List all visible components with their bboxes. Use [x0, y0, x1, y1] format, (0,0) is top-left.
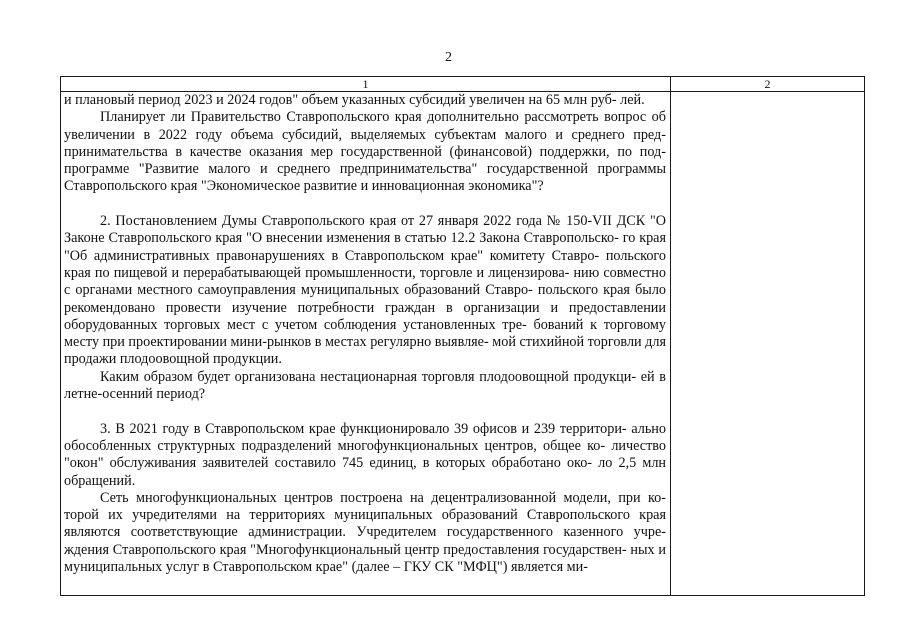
paragraph: Каким образом будет организована нестационарная торговля плодоовощной продукци- ей в летне-осенний период?: [64, 368, 666, 403]
document-table: [60, 76, 865, 596]
paragraph: 3. В 2021 году в Ставропольском крае функционировало 39 офисов и 239 территори- ально обособленных структурных подразделений многофункциональных центров, общее ко- личество "окон" обслуживания заявителей составило 745 единиц, в которых обработано око- ло 2,5 млн обращений.: [64, 420, 666, 489]
page-number: 2: [445, 50, 452, 65]
column-divider: [670, 77, 671, 595]
paragraph: 2. Постановлением Думы Ставропольского края от 27 января 2022 года № 150-VII ДСК "О Законе Ставропольского края "О внесении изменения в статью 12.2 Закона Ставропольско- го края "Об административных правонарушениях в Ставропольском крае" комитету Ставро- польского края по пищевой и перерабатывающей промышленности, торговле и лицензирова- нию совместно с органами местного самоуправления муниципальных образований Ставро- польского края было рекомендовано провести изучение потребности граждан в организации и предоставлении оборудованных торговых мест с учетом соблюдения установленных тре- бований к торговому месту при проектировании мини-рынков в местах регулярно выявляе- мой стихийной торговли для продажи плодоовощной продукции.: [64, 213, 666, 368]
column-header-1: 1: [362, 77, 369, 91]
column-header-2: 2: [764, 77, 771, 91]
paragraph: и плановый период 2023 и 2024 годов" объем указанных субсидий увеличен на 65 млн руб- лей.: [64, 92, 645, 108]
paragraph: Планирует ли Правительство Ставропольского края дополнительно рассмотреть вопрос об увеличении в 2022 году объема субсидий, выделяемых субъектам малого и среднего пред- принимательства в качестве оказания мер государственной (финансовой) поддержки, по под- программе "Развитие малого и среднего предпринимательства" государственной программы Ставропольского края "Экономическое развитие и инновационная экономика"?: [64, 109, 666, 195]
paragraph: Сеть многофункциональных центров построена на децентрализованной модели, при ко- торой их учредителями на территориях муниципальных образований Ставропольского края являются соответствующие администрации. Учредителем государственного казенного учре- ждения Ставропольского края "Многофункциональный центр предоставления государствен- ных и муниципальных услуг в Ставропольском крае" (далее – ГКУ СК "МФЦ") является ми-: [64, 489, 666, 576]
table-cell-text: [64, 92, 666, 576]
